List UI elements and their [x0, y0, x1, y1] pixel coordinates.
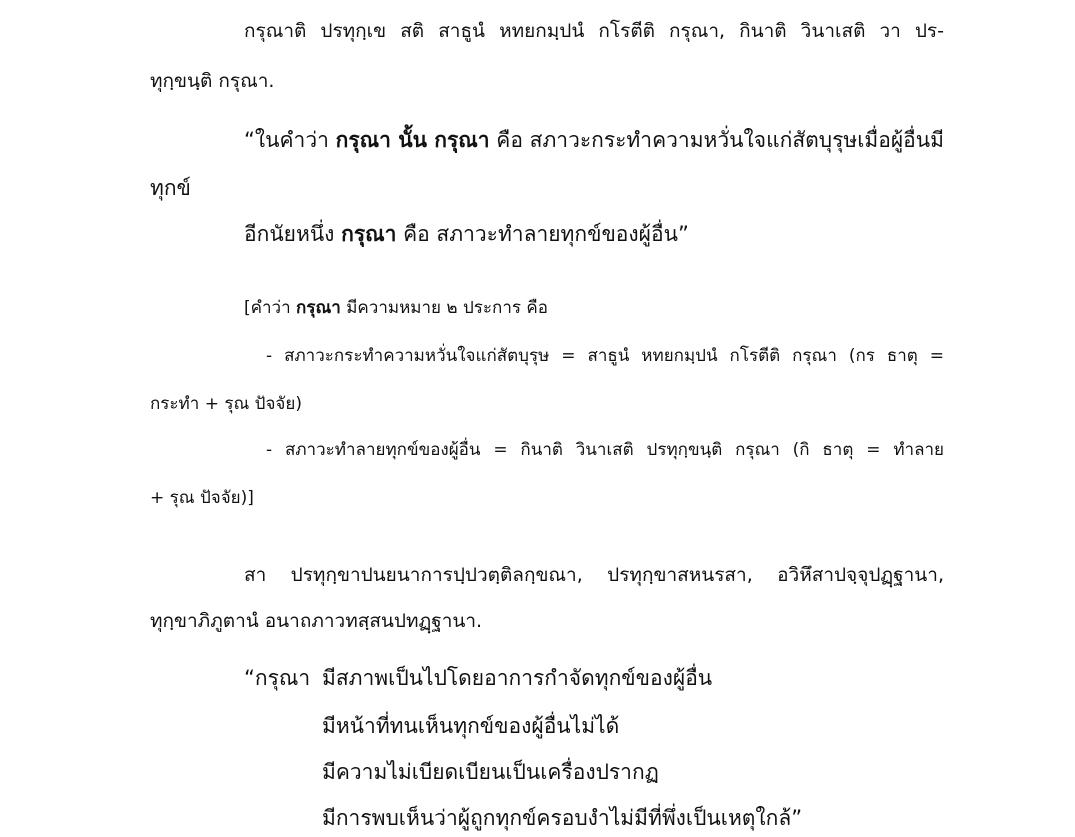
note-item-1-line-2: กระทำ + รุณ ปัจจัย) — [150, 394, 302, 414]
quote-line-2: มีหน้าที่ทนเห็นทุกข์ของผู้อื่นไม่ได้ — [322, 714, 620, 738]
translation-paragraph-line-3 — [244, 220, 689, 248]
translation-paragraph-line-2: ทุกข์ — [150, 176, 191, 200]
term-karuna-bold-2: กรุณา — [341, 222, 397, 246]
pali-paragraph-1-line-1: กรุณาติ ปรทุกฺเข สติ สาธูนํ หทยกมฺปนํ กโรตีติ กรุณา, กินาติ วินาเสติ วา ปร- — [244, 20, 944, 42]
quote-line-3: มีความไม่เบียดเบียนเป็นเครื่องปรากฏ — [322, 760, 659, 784]
quote-open-text: “ในคำว่า — [244, 128, 336, 152]
quote-line-4: มีการพบเห็นว่าผู้ถูกทุกข์ครอบงำไม่มีที่พึ่งเป็นเหตุใกล้” — [322, 806, 803, 830]
definition-text: คือ สภาวะกระทำความหวั่นใจแก่สัตบุรุษเมื่อผู้อื่นมี — [489, 128, 944, 152]
translation-paragraph-line-1 — [244, 126, 944, 154]
alt-definition-text: คือ สภาวะทำลายทุกข์ของผู้อื่น” — [396, 222, 689, 246]
pali-paragraph-1-line-2: ทุกฺขนฺติ กรุณา. — [150, 70, 275, 92]
term-karuna-bold: กรุณา นั้น กรุณา — [335, 128, 490, 152]
quote-lead: “กรุณา — [244, 666, 311, 690]
pali-paragraph-2-line-1: สา ปรทุกฺขาปนยนาการปฺปวตฺติลกฺขณา, ปรทุกฺขาสหนรสา, อวิหึสาปจฺจุปฏฺฐานา, — [244, 564, 944, 586]
note-heading — [244, 296, 548, 320]
note-rest-text: มีความหมาย ๒ ประการ คือ — [340, 298, 549, 318]
note-open-text: [คำว่า — [244, 298, 297, 318]
note-item-1-line-1: - สภาวะกระทำความหวั่นใจแก่สัตบุรุษ = สาธูนํ หทยกมฺปนํ กโรตีติ กรุณา (กร ธาตุ = — [266, 346, 944, 366]
note-item-2-line-2: + รุณ ปัจจัย)] — [150, 488, 254, 508]
note-term-bold: กรุณา — [296, 298, 341, 318]
quote-line-1: มีสภาพเป็นไปโดยอาการกำจัดทุกข์ของผู้อื่น — [322, 666, 713, 690]
note-item-2-line-1: - สภาวะทำลายทุกข์ของผู้อื่น = กินาติ วินาเสติ ปรทุกฺขนฺติ กรุณา (กิ ธาตุ = ทำลาย — [266, 440, 944, 460]
alt-meaning-text: อีกนัยหนึ่ง — [244, 222, 342, 246]
pali-paragraph-2-line-2: ทุกฺขาภิภูตานํ อนาถภาวทสฺสนปทฏฺฐานา. — [150, 610, 483, 632]
